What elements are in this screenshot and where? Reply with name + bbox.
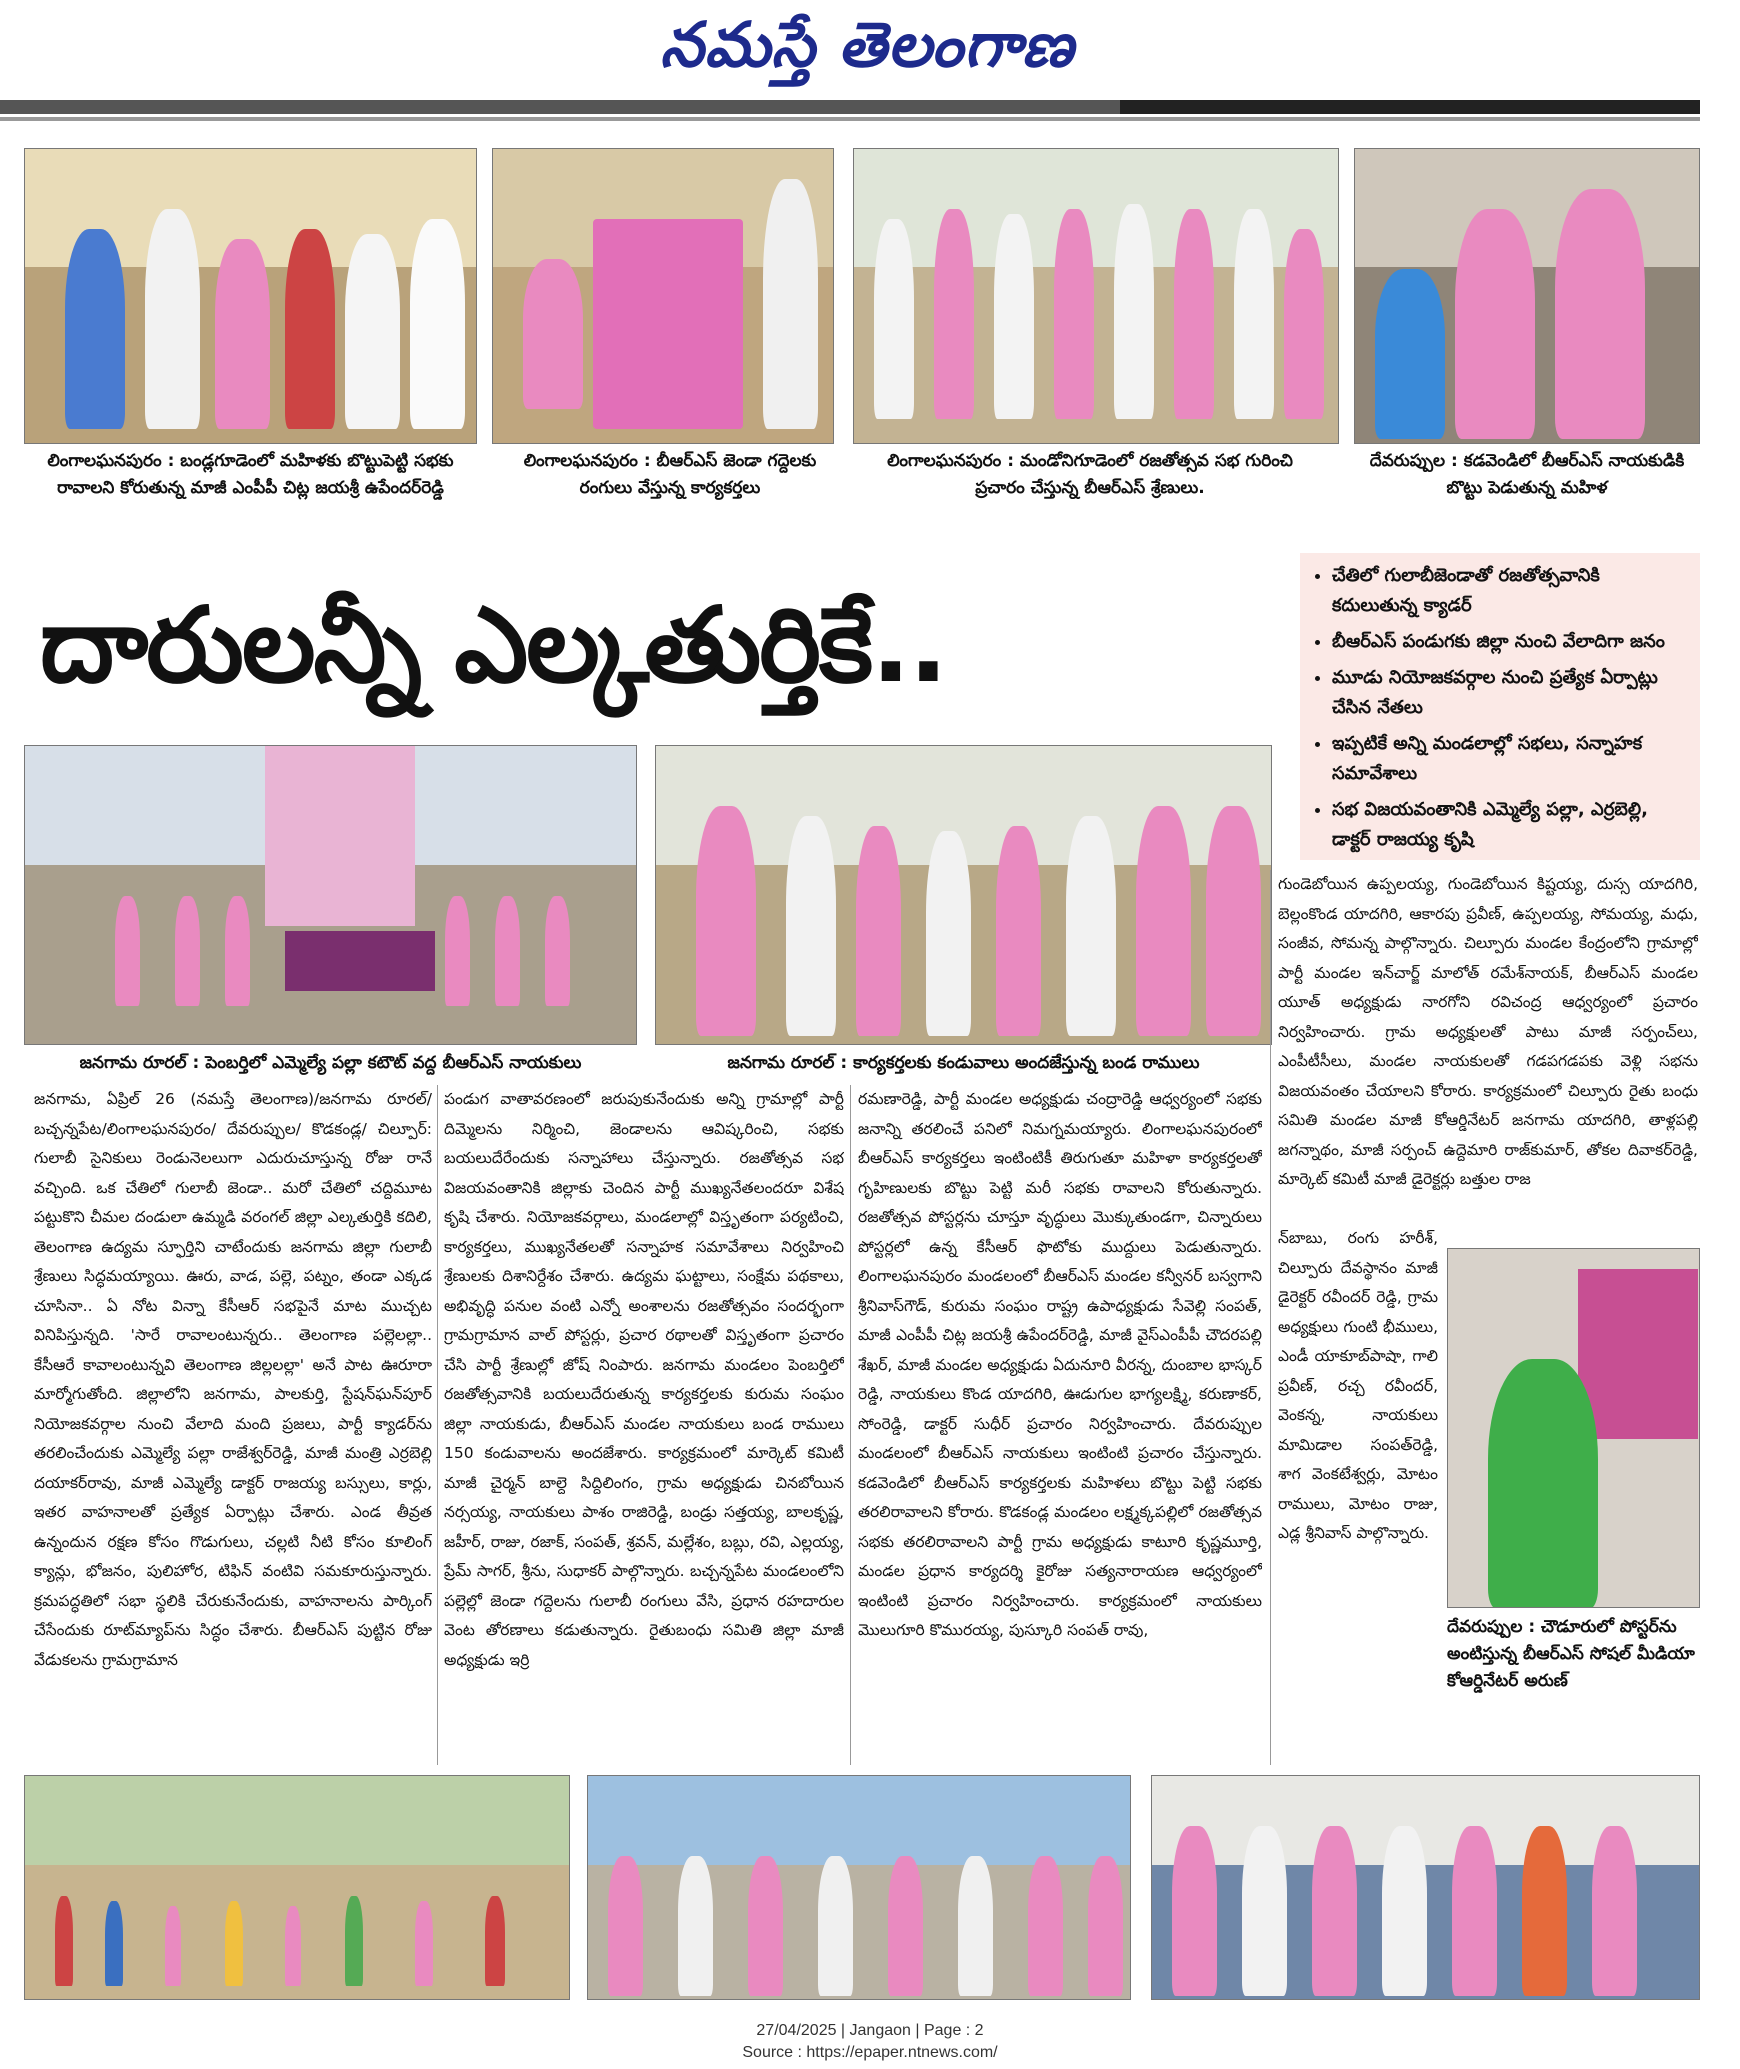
highlight-item: • ఇప్పటికే అన్ని మండలాల్లో సభలు, సన్నాహక సమావేశాలు (1332, 729, 1690, 789)
photo-7-caption: దేవరుప్పుల : చౌడూరులో పోస్టర్‌ను అంటిస్తున్న బీఆర్‌ఎస్ సోషల్ మీడియా కోఆర్డినేటర్ అరుణ్ (1447, 1617, 1695, 1691)
photo-1 (24, 148, 477, 444)
column-divider (850, 1085, 851, 1765)
headline: దారులన్నీ ఎల్కతుర్తికే.. (40, 584, 947, 706)
photo-8 (24, 1775, 570, 2000)
page-footer (0, 2020, 1740, 2064)
photo-2-caption: లింగాలఘనపురం : బీఆర్‌ఎస్ జెండా గద్దెలకు రంగులు వేస్తున్న కార్యకర్తలు (523, 451, 817, 498)
masthead-rule-dark (1120, 100, 1700, 114)
footer-date-edition: 27/04/2025 | Jangaon | Page : 2 (756, 2022, 984, 2039)
photo-1-caption: లింగాలఘనపురం : బండ్లగూడెంలో మహిళకు బొట్టుపెట్టి సభకు రావాలని కోరుతున్న మాజీ ఎంపీపీ చిట్ల జయశ్రీ ఉపేందర్‌రెడ్డి (47, 451, 454, 498)
highlight-item: • సభ విజయవంతానికి ఎమ్మెల్యే పల్లా, ఎర్రబెల్లి, డాక్టర్ రాజయ్య కృషి (1332, 795, 1690, 855)
article-column-1: జనగామ, ఏప్రిల్ 26 (నమస్తే తెలంగాణ)/జనగామ రూరల్/బచ్చన్నపేట/లింగాలఘనపురం/ దేవరుప్పుల/ కొడకండ్ల/ చిల్పూర్: గులాబీ సైనికులు రెండునెలలుగా ఎదురుచూస్తున్న రోజు రానే వచ్చింది. ఒక చేతిలో గులాబీ జెండా.. మరో చేతిలో చద్దిమూట పట్టుకొని చీమల దండులా ఉమ్మడి వరంగల్ జిల్లా ఎల్కతుర్తికి కదిలి, తెలంగాణ ఉద్యమ స్ఫూర్తిని చాటేందుకు జనగామ జిల్లా గులాబీ శ్రేణులు సిద్ధమయ్యాయి. ఊరు, వాడ, పల్లె, పట్నం, తండా ఎక్కడ చూసినా.. ఏ నోట విన్నా కేసీఆర్ సభపైనే మాట ముచ్చట వినిపిస్తున్నది. 'సారే రావాలంటున్నరు.. తెలంగాణ పల్లెలల్లా.. కేసీఆరే కావాలంటున్నవి తెలంగాణ జిల్లలల్లా' అనే పాట ఊరూరా మార్మోగుతోంది. జిల్లాలోని జనగామ, పాలకుర్తి, స్టేషన్‌ఘన్‌పూర్ నియోజకవర్గాల నుంచి వేలాది మంది ప్రజలు, పార్టీ క్యాడర్‌ను తరలించేందుకు ఎమ్మెల్యే పల్లా రాజేశ్వర్‌రెడ్డి, మాజీ మంత్రి ఎర్రబెల్లి దయాకర్‌రావు, మాజీ ఎమ్మెల్యే డాక్టర్ రాజయ్య బస్సులు, కార్లు, ఇతర వాహనాలతో ప్రత్యేక ఏర్పాట్లు చేశారు. ఎండ తీవ్రత ఉన్నందున రక్షణ కోసం గొడుగులు, చల్లటి నీటి కోసం కూలింగ్ క్యాన్లు, భోజనం, పులిహోర, టిఫిన్ వంటివి సమకూరుస్తున్నారు. క్రమపద్ధతిలో సభా స్థలికి చేరుకునేందుకు, వాహనాలను పార్కింగ్ చేసేందుకు రూట్‌మ్యాప్‌ను సిద్ధం చేశారు. బీఆర్‌ఎస్ పుట్టిన రోజు వేడుకలను గ్రామగ్రామాన (34, 1090, 432, 1669)
photo-7 (1447, 1248, 1700, 1608)
photo-4-caption: దేవరుప్పుల : కడవెండిలో బీఆర్‌ఎస్ నాయకుడికి బొట్టు పెడుతున్న మహిళ (1369, 451, 1685, 498)
masthead (0, 0, 1740, 100)
photo-6-caption: జనగామ రూరల్ : కార్యకర్తలకు కండువాలు అందజేస్తున్న బండ రాములు (727, 1053, 1200, 1073)
photo-9 (587, 1775, 1131, 2000)
article-column-3: రమణారెడ్డి, పార్టీ మండల అధ్యక్షుడు చంద్రారెడ్డి ఆధ్వర్యంలో సభకు జనాన్ని తరలించే పనిలో నిమగ్నమయ్యారు. లింగాలఘనపురంలో బీఆర్‌ఎస్ కార్యకర్తలు ఇంటింటికీ తిరుగుతూ మహిళా కార్యకర్తలతో గృహిణులకు బొట్టు పెట్టి మరీ సభకు రావాలని కోరుతున్నారు. రజతోత్సవ పోస్టర్లను చూస్తూ వృద్ధులు మొక్కుతుండగా, చిన్నారులు పోస్టర్లలో ఉన్న కేసీఆర్ ఫొటోకు ముద్దులు పెడుతున్నారు. లింగాలఘనపురం మండలంలో బీఆర్‌ఎస్ మండల కన్వీనర్ బస్వగాని శ్రీనివాస్‌గౌడ్, కురుమ సంఘం రాష్ట్ర ఉపాధ్యక్షుడు సేవెల్లి సంపత్, మాజీ ఎంపీపీ చిట్ల జయశ్రీ ఉపేందర్‌రెడ్డి, మాజీ వైస్‌ఎంపీపీ చౌదరపల్లి శేఖర్, మాజీ మండల అధ్యక్షుడు ఏదునూరి వీరన్న, దుంబాల భాస్కర్ రెడ్డి, నాయకులు కొండ యాదగిరి, ఊడుగుల భాగ్యలక్ష్మి, కరుణాకర్, సోంరెడ్డి, డాక్టర్ సుధీర్ ప్రచారం నిర్వహించారు. దేవరుప్పుల మండలంలో బీఆర్‌ఎస్ నాయకులు ఇంటింటి ప్రచారం చేస్తున్నారు. కడవెండిలో బీఆర్‌ఎస్ కార్యకర్తలకు మహిళలు బొట్టు పెట్టి సభకు తరలిరావాలని కోరారు. కొడకండ్ల మండలం లక్ష్మక్కపల్లిలో రజతోత్సవ సభకు తరలిరావాలని పార్టీ గ్రామ అధ్యక్షుడు కాటూరి కృష్ణమూర్తి, మండల ప్రధాన కార్యదర్శి కైరోజు సత్యనారాయణ ఆధ్వర్యంలో ఇంటింటి ప్రచారం నిర్వహించారు. కార్యక్రమంలో నాయకులు మొలుగూరి కొమురయ్య, పుస్కూరి సంపత్ రావు, (858, 1090, 1262, 1639)
footer-source: Source : https://epaper.ntnews.com/ (742, 2044, 998, 2061)
photo-5 (24, 745, 637, 1045)
photo-10 (1151, 1775, 1700, 2000)
column-divider (437, 1085, 438, 1765)
photo-2 (492, 148, 834, 444)
column-divider (1270, 870, 1271, 1765)
highlight-item: • బీఆర్‌ఎస్ పండుగకు జిల్లా నుంచి వేలాదిగా జనం (1332, 627, 1690, 657)
highlight-item: • మూడు నియోజకవర్గాల నుంచి ప్రత్యేక ఏర్పాట్లు చేసిన నేతలు (1332, 663, 1690, 723)
photo-5-caption: జనగామ రూరల్ : పెంబర్తిలో ఎమ్మెల్యే పల్లా కటౌట్ వద్ద బీఆర్‌ఎస్ నాయకులు (79, 1053, 582, 1073)
photo-4 (1354, 148, 1700, 444)
article-column-2: పండుగ వాతావరణంలో జరుపుకునేందుకు అన్ని గ్రామాల్లో పార్టీ దిమ్మెలను నిర్మించి, జెండాలను ఆవిష్కరించి, సభకు బయలుదేరేందుకు సన్నాహాలు చేస్తున్నారు. రజతోత్సవ సభ విజయవంతానికి జిల్లాకు చెందిన పార్టీ ముఖ్యనేతలందరూ విశేష కృషి చేశారు. నియోజకవర్గాలు, మండలాల్లో విస్తృతంగా పర్యటించి, కార్యకర్తలు, ముఖ్యనేతలతో సన్నాహక సమావేశాలు నిర్వహించి శ్రేణులకు దిశానిర్దేశం చేశారు. ఉద్యమ ఘట్టాలు, సంక్షేమ పథకాలు, అభివృద్ధి పనుల వంటి ఎన్నో అంశాలను రజతోత్సవం సందర్భంగా గ్రామగ్రామాన వాల్ పోస్టర్లు, ప్రచార రథాలతో విస్తృతంగా ప్రచారం చేసి పార్టీ శ్రేణుల్లో జోష్ నింపారు. జనగామ మండలం పెంబర్తిలో రజతోత్సవానికి బయలుదేరుతున్న కార్యకర్తలకు కురుమ సంఘం జిల్లా నాయకుడు, బీఆర్‌ఎస్ మండల నాయకులు బండ రాములు 150 కండువాలను అందజేశారు. కార్యక్రమంలో మార్కెట్ కమిటీ మాజీ చైర్మన్ బాల్దె సిద్దిలింగం, గ్రామ అధ్యక్షుడు చినబోయిన నర్సయ్య, నాయకులు పాశం రాజిరెడ్డి, బండ్రు సత్తయ్య, బాలకృష్ణ, జహీర్, రాజు, రజాక్, సంపత్, శ్రవన్, మల్లేశం, బబ్లు, రవి, ఎల్లయ్య, ప్రేమ్ సాగర్, శ్రీను, సుధాకర్ పాల్గొన్నారు. బచ్చన్నపేట మండలంలోని పల్లెల్లో జెండా గద్దెలను గులాబీ రంగులు వేసి, ప్రధాన రహదారుల వెంట తోరణాలు కడుతున్నారు. రైతుబంధు సమితి జిల్లా మాజీ అధ్యక్షుడు ఇర్రి (444, 1090, 844, 1669)
newspaper-logo: నమస్తే తెలంగాణ (660, 8, 1075, 81)
photo-3-caption: లింగాలఘనపురం : మండోనిగూడెంలో రజతోత్సవ సభ గురించి ప్రచారం చేస్తున్న బీఆర్‌ఎస్ శ్రేణులు. (887, 451, 1293, 498)
masthead-rule-thin (0, 117, 1700, 121)
article-column-4-continued: న్‌బాబు, రంగు హరీశ్, చిల్పూరు దేవస్థానం మాజీ డైరెక్టర్ రవీందర్ రెడ్డి, గ్రామ అధ్యక్షులు గుంటి భీములు, ఎండీ యాకూబ్‌పాషా, గాలి ప్రవీణ్, రచ్చ రవీందర్, వెంకన్న, నాయకులు మామిడాల సంపత్‌రెడ్డి, శాగ వెంకటేశ్వర్లు, మోటం రాములు, మోటం రాజు, ఎడ్ల శ్రీనివాస్ పాల్గొన్నారు. (1278, 1229, 1438, 1542)
photo-3 (853, 148, 1339, 444)
photo-6 (655, 745, 1272, 1045)
highlights-box (1300, 553, 1700, 860)
highlight-item: • చేతిలో గులాబీజెండాతో రజతోత్సవానికి కదులుతున్న క్యాడర్ (1332, 561, 1690, 621)
article-column-4: గుండెబోయిన ఉప్పలయ్య, గుండెబోయిన కిష్టయ్య, దుస్స యాదగిరి, బెల్లంకొండ యాదగిరి, ఆకారపు ప్రవీణ్, ఉప్పలయ్య, సోమయ్య, మధు, సంజీవ, సోమన్న పాల్గొన్నారు. చిల్పూరు మండల కేంద్రంలోని గ్రామాల్లో పార్టీ మండల ఇన్‌చార్జ్ మాలోత్ రమేశ్‌నాయక్, బీఆర్‌ఎస్ మండల యూత్ అధ్యక్షుడు నారగోని రవిచంద్ర ఆధ్వర్యంలో ప్రచారం నిర్వహించారు. గ్రామ అధ్యక్షులతో పాటు మాజీ సర్పంచ్‌లు, ఎంపీటీసీలు, మండల నాయకులతో గడపగడపకు వెళ్లి సభను విజయవంతం చేయాలని కోరారు. కార్యక్రమంలో చిల్పూరు రైతు బంధు సమితి మండల మాజీ కోఆర్డినేటర్ జనగామ యాదగిరి, తాళ్లపల్లి జగన్నాథం, మాజీ సర్పంచ్ ఉద్దెమారి రాజ్‌కుమార్, తోకల దివాకర్‌రెడ్డి, మార్కెట్ కమిటీ మాజీ డైరెక్టర్లు బత్తుల రాజ (1278, 875, 1698, 1188)
